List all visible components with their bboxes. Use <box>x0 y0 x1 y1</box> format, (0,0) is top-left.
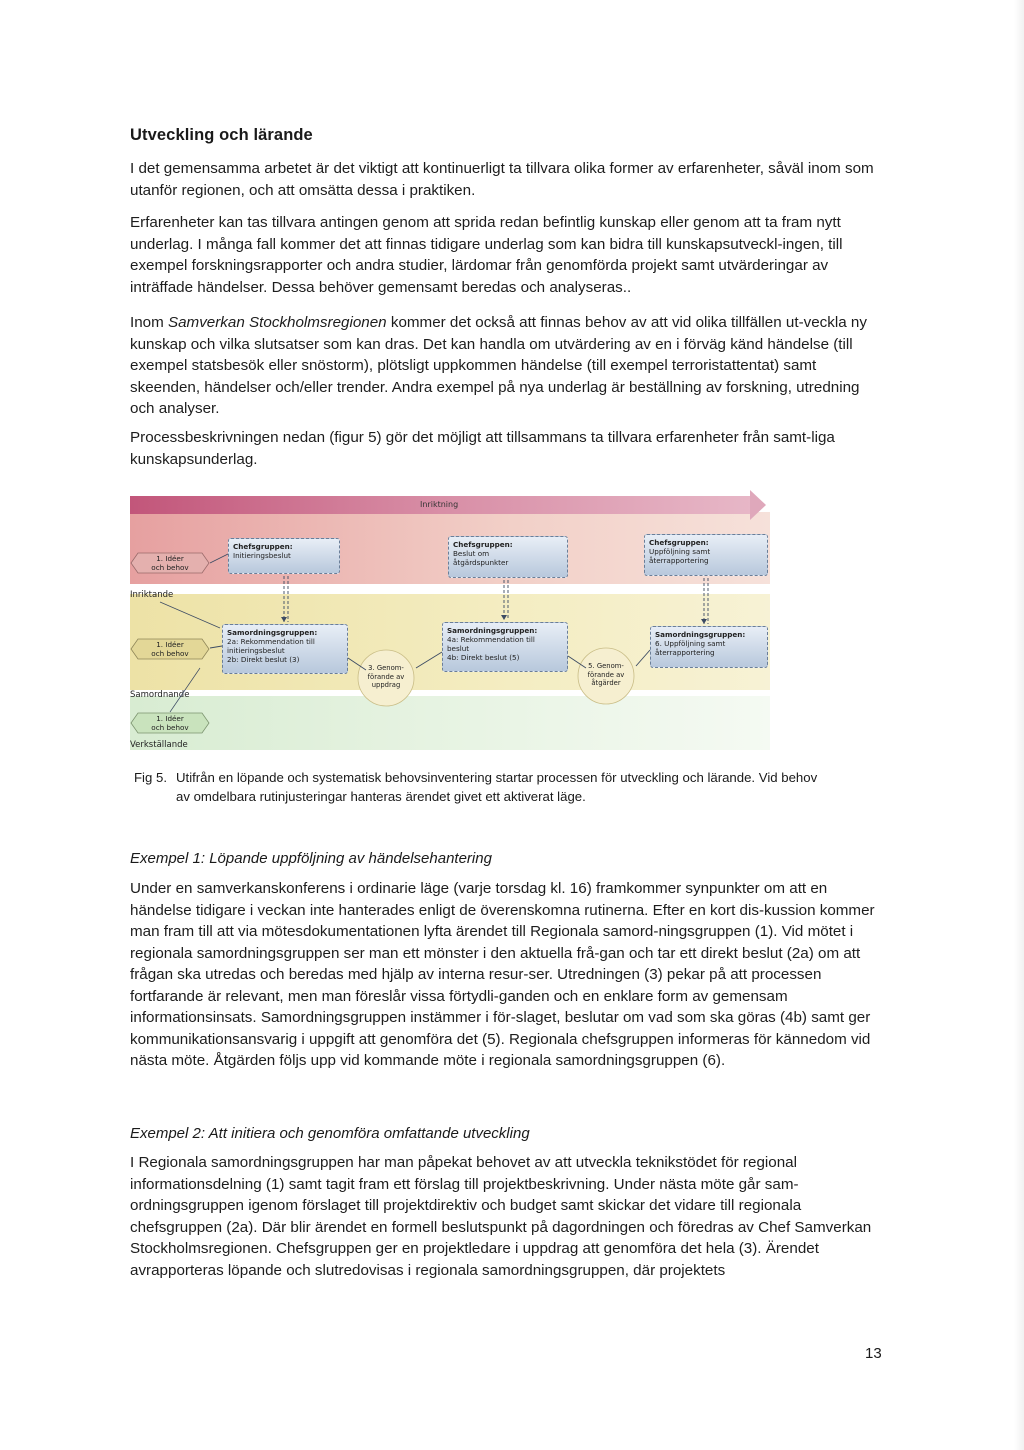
box-title: Chefsgruppen: <box>649 538 709 547</box>
box-title: Samordningsgruppen: <box>227 628 318 637</box>
paragraph-3-prefix: Inom <box>130 314 168 331</box>
section-title: Utveckling och lärande <box>130 126 313 144</box>
step-line: 5. Genom- <box>588 662 624 670</box>
box-line: Beslut om <box>453 549 490 558</box>
box-title: Samordningsgruppen: <box>447 626 538 635</box>
figure-label: Fig 5. <box>134 770 167 785</box>
idea-line-1: 1. Idéer <box>156 640 184 649</box>
page-edge-shadow <box>1014 0 1024 1450</box>
box-line: åtgärdspunkter <box>453 558 509 567</box>
diagram-connectors <box>130 488 770 750</box>
box-line: återrapportering <box>649 556 709 565</box>
box-line: Initieringsbeslut <box>233 551 291 560</box>
box-line: 4a: Rekommendation till <box>447 635 535 644</box>
step-line: åtgärder <box>591 679 621 687</box>
page-number: 13 <box>865 1345 882 1362</box>
paragraph-3 <box>130 312 875 420</box>
idea-line-1: 1. Idéer <box>156 714 184 723</box>
lane-label-samordnande: Samordnande <box>130 690 190 700</box>
box-line: beslut <box>447 644 470 653</box>
paragraph-3-italic: Samverkan Stockholmsregionen <box>167 314 387 331</box>
box-line: återrapportering <box>655 648 715 657</box>
box-line: 2a: Rekommendation till <box>227 637 315 646</box>
step-line: förande av <box>367 672 405 681</box>
step-line: uppdrag <box>371 681 401 689</box>
step-line: förande av <box>587 670 625 679</box>
lane-label-verkstallande: Verkställande <box>130 740 188 750</box>
paragraph-2: Erfarenheter kan tas tillvara antingen genom att sprida redan befintlig kunskap eller genom att ta fram nytt underlag. I många fall kommer det att finnas tidigare underlag som kan bidra till kunskapsutveckl-ingen, till exempel forskningsrapporter och andra studier, lärdomar från genomförda projekt samt utvärderingar av inträffade händelser. Dessa behöver gemensamt beredas och analyseras.. <box>130 214 843 296</box>
box-line: 6. Uppföljning samt <box>655 639 726 648</box>
box-line: 4b: Direkt beslut (5) <box>447 653 520 662</box>
box-title: Chefsgruppen: <box>453 540 513 549</box>
figure-caption-text: Utifrån en löpande och systematisk behovsinventering startar processen för utveckling och lärande. Vid behov av omdelbara rutinjusteringar hanteras ärendet givet ett aktiverat läge. <box>176 770 818 804</box>
inriktning-label: Inriktning <box>420 500 459 509</box>
box-line: Uppföljning samt <box>649 547 711 556</box>
paragraph-3-suffix: kommer det också att finnas behov av att vid olika tillfällen ut-veckla ny kunskap och vilka slutsatser som kan dras. Det kan handla om utvärdering av en i förväg känd händelse (till exempel statsbesök eller snöstorm), plötsligt uppkommen händelse (till exempel terroristattentat) samt skeenden, händelser och/eller trender. Andra exempel på nya underlag är beställning av forskning, utredning och analyser. <box>130 314 867 417</box>
process-diagram <box>130 488 770 750</box>
box-line: initieringsbeslut <box>227 646 285 655</box>
step-line: 3. Genom- <box>368 664 404 672</box>
idea-line-2: och behov <box>151 562 189 572</box>
example-2-text: I Regionala samordningsgruppen har man påpekat behovet av att utveckla teknikstödet för regional informationsdelning (1) samt tagit fram ett förslag till projektbeskrivning. Under nästa möte går sam-ordningsgruppen igenom förslaget till projektdirektiv och budget samt skickar det vidare till regionala chefsgruppen (2a). Där blir ärendet en formell beslutspunkt på dagordningen och föredras av Chef Samverkan Stockholmsregionen. Chefsgruppen ger en projektledare i uppdrag att genomföra det hela (3). Ärendet avrapporteras löpande och slutredovisas i regionala samordningsgruppen, där projektets <box>130 1154 872 1279</box>
example-1-text: Under en samverkanskonferens i ordinarie läge (varje torsdag kl. 16) framkommer synpunkter om att en händelse tidigare i veckan inte hanterades enligt de överenskomna rutinerna. Efter en kort dis-kussion kommer man fram till att via mötesdokumentationen lyfta ärendet till Regionala samord-ningsgruppen (1). Vid mötet i regionala samordningsgruppen ser man ett mönster i den aktuella frå-gan och tar ett direkt beslut (2a) om att frågan ska utredas och beredas med hjälp av interna resur-ser. Utredningen (3) pekar på att processen fortfarande är relevant, men man föreslår vissa förtydli-ganden och en enklare form av gemensam informationsinsats. Samordningsgruppen instämmer i för-slaget, beslutar om vad som ska göras (4b) samt ger kommunikationsansvarig i uppgift att genomföra det (5). Regionala chefsgruppen informeras för kännedom vid nästa möte. Åtgärden följs upp vid kommande möte i regionala samordningsgruppen (6). <box>130 880 875 1069</box>
idea-line-1: 1. Idéer <box>156 554 184 563</box>
idea-line-2: och behov <box>151 648 189 658</box>
example-1-title: Exempel 1: Löpande uppföljning av händelsehantering <box>130 850 492 867</box>
box-line: 2b: Direkt beslut (3) <box>227 655 300 664</box>
box-title: Samordningsgruppen: <box>655 630 746 639</box>
paragraph-4: Processbeskrivningen nedan (figur 5) gör det möjligt att tillsammans ta tillvara erfarenheter från samt-liga kunskapsunderlag. <box>130 429 835 468</box>
box-title: Chefsgruppen: <box>233 542 293 551</box>
example-2-title: Exempel 2: Att initiera och genomföra omfattande utveckling <box>130 1125 530 1142</box>
lane-label-inriktande: Inriktande <box>130 590 174 600</box>
paragraph-1: I det gemensamma arbetet är det viktigt att kontinuerligt ta tillvara olika former av erfarenheter, såväl inom som utanför regionen, och att omsätta dessa i praktiken. <box>130 160 874 199</box>
idea-line-2: och behov <box>151 722 189 732</box>
